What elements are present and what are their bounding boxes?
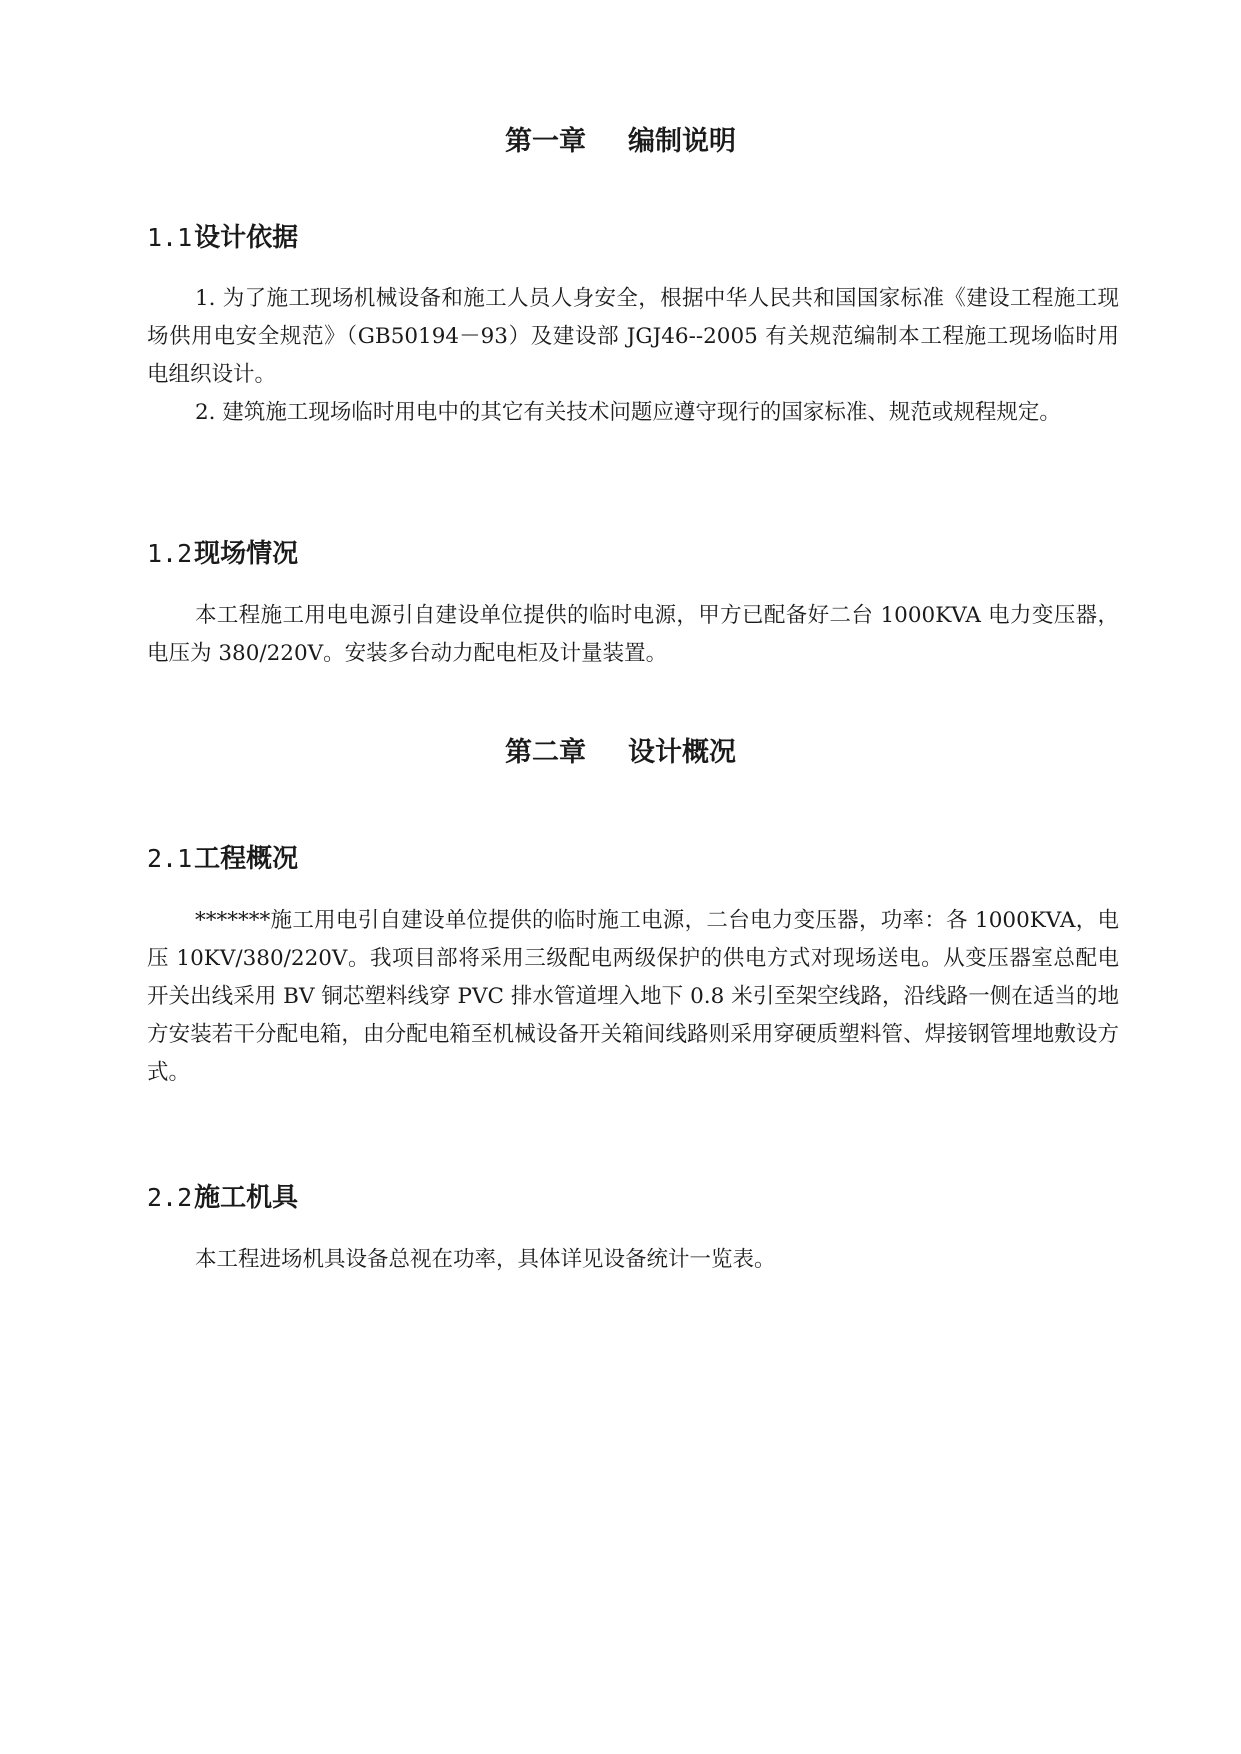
section-1-2-title: 现场情况 xyxy=(194,539,299,569)
section-1-2-heading xyxy=(147,541,298,567)
section-1-2-paragraph-1: 本工程施工用电电源引自建设单位提供的临时电源，甲方已配备好二台 1000KVA 电力变压器，电压为 380/220V。安装多台动力配电柜及计量装置。 xyxy=(147,603,1119,666)
section-2-1-number: 2.1 xyxy=(147,844,193,873)
chapter-2-number: 第二章 xyxy=(505,737,586,768)
section-2-1-paragraph-1: *******施工用电引自建设单位提供的临时施工电源，二台电力变压器，功率：各 1000KVA，电压 10KV/380/220V。我项目部将采用三级配电两级保护的供电方式对现场送电。从变压器室总配电开关出线采用 BV 铜芯塑料线穿 PVC 排水管道埋入地下 0.8 米引至架空线路，沿线路一侧在适当的地方安装若干分配电箱，由分配电箱至机械设备开关箱间线路则采用穿硬质塑料管、焊接钢管埋地敷设方式。 xyxy=(147,908,1119,1085)
section-2-2-number: 2.2 xyxy=(147,1183,193,1212)
section-1-1-title: 设计依据 xyxy=(194,223,299,253)
section-1-1-paragraph-1: 1. 为了施工现场机械设备和施工人员人身安全，根据中华人民共和国国家标准《建设工程施工现场供用电安全规范》（GB50194－93）及建设部 JGJ46--2005 有关规范编制本工程施工现场临时用电组织设计。 xyxy=(147,286,1119,387)
chapter-1-title: 编制说明 xyxy=(628,126,736,157)
section-2-1-title: 工程概况 xyxy=(194,844,299,874)
chapter-1-number: 第一章 xyxy=(505,126,586,157)
section-1-1-heading xyxy=(147,225,298,251)
chapter-2-title: 设计概况 xyxy=(628,737,736,768)
section-2-2-paragraph-1: 本工程进场机具设备总视在功率，具体详见设备统计一览表。 xyxy=(195,1247,776,1272)
section-2-2-heading xyxy=(147,1185,298,1211)
section-2-1-heading xyxy=(147,846,298,872)
chapter-2-heading xyxy=(0,739,1241,766)
section-1-1-paragraph-2: 2. 建筑施工现场临时用电中的其它有关技术问题应遵守现行的国家标准、规范或规程规定。 xyxy=(195,400,1061,425)
chapter-1-heading xyxy=(0,128,1241,155)
section-1-2-number: 1.2 xyxy=(147,539,193,568)
section-2-2-title: 施工机具 xyxy=(194,1183,299,1213)
section-1-1-number: 1.1 xyxy=(147,223,193,252)
